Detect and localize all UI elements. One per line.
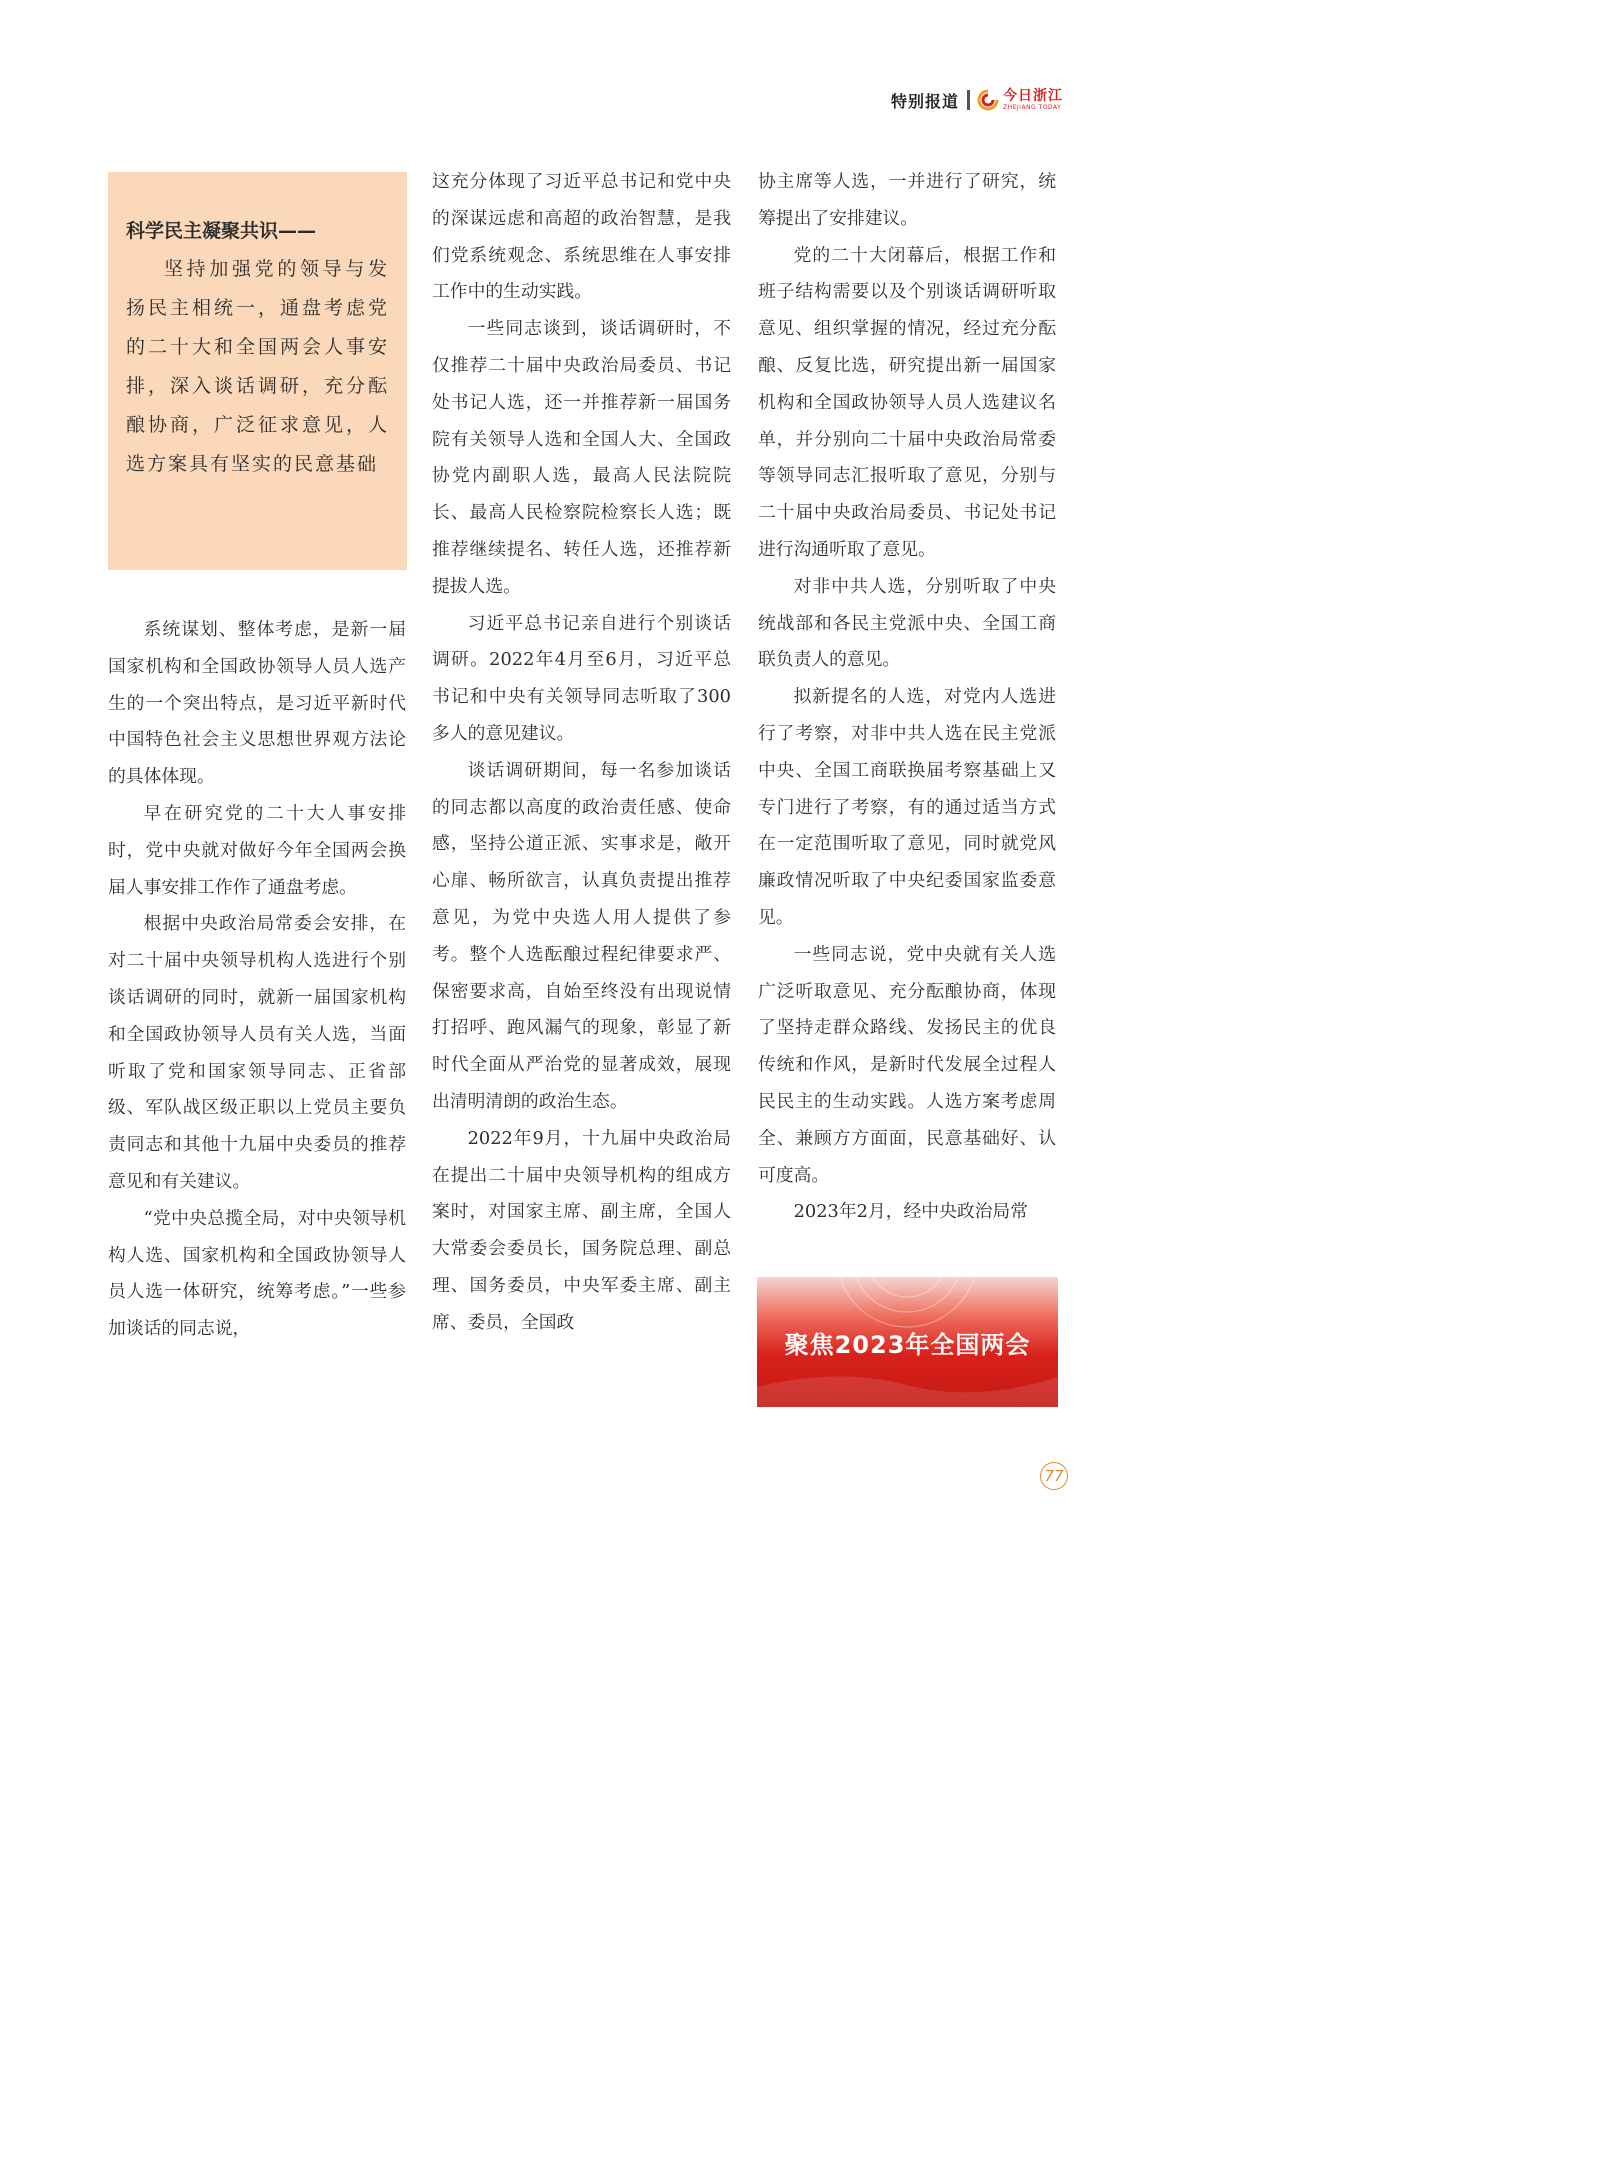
paragraph: 一些同志谈到，谈话调研时，不仅推荐二十届中央政治局委员、书记处书记人选，还一并推荐新一届国务院有关领导人选和全国人大、全国政协党内副职人选，最高人民法院院长、最高人民检察院检察长人选；既推荐继续提名、转任人选，还推荐新提拔人选。 xyxy=(432,318,731,597)
paragraph: 协主席等人选，一并进行了研究，统筹提出了安排建议。 xyxy=(758,171,1056,229)
paragraph: 2022年9月，十九届中央政治局在提出二十届中央领导机构的组成方案时，对国家主席、副主席，全国人大常委会委员长，国务院总理、副总理、国务委员，中央军委主席、副主席、委员，全国政 xyxy=(432,1127,731,1333)
pullquote-title: 科学民主凝聚共识—— xyxy=(126,220,317,242)
banner-title: 聚焦2023年全国两会 xyxy=(784,1331,1031,1359)
page-number: 77 xyxy=(1040,1462,1068,1490)
logo-swirl-icon xyxy=(977,89,999,111)
pullquote-body: 坚持加强党的领导与发扬民主相统一，通盘考虑党的二十大和全国两会人事安排，深入谈话调研，充分酝酿协商，广泛征求意见，人选方案具有坚实的民意基础 xyxy=(126,258,389,475)
header-divider xyxy=(967,90,970,110)
paragraph: 拟新提名的人选，对党内人选进行了考察，对非中共人选在民主党派中央、全国工商联换届考察基础上又专门进行了考察，有的通过适当方式在一定范围听取了意见，同时就党风廉政情况听取了中央纪委国家监委意见。 xyxy=(758,686,1056,928)
text-column-2 xyxy=(432,164,731,1342)
section-label: 特别报道 xyxy=(890,91,959,111)
paragraph: 谈话调研期间，每一名参加谈话的同志都以高度的政治责任感、使命感，坚持公道正派、实事求是，敞开心扉、畅所欲言，认真负责提出推荐意见，为党中央选人用人提供了参考。整个人选酝酿过程纪律要求严、保密要求高，自始至终没有出现说情打招呼、跑风漏气的现象，彰显了新时代全面从严治党的显著成效，展现出清明清朗的政治生态。 xyxy=(432,759,731,1112)
text-column-3 xyxy=(758,164,1056,1231)
paragraph: 一些同志说，党中央就有关人选广泛听取意见、充分酝酿协商，体现了坚持走群众路线、发扬民主的优良传统和作风，是新时代发展全过程人民民主的生动实践。人选方案考虑周全、兼顾方方面面，民意基础好、认可度高。 xyxy=(758,943,1056,1186)
paragraph: 2023年2月，经中央政治局常 xyxy=(793,1201,1028,1223)
feature-banner[interactable] xyxy=(757,1277,1058,1407)
paragraph: 习近平总书记亲自进行个别谈话调研。2022年4月至6月，习近平总书记和中央有关领导同志听取了300多人的意见建议。 xyxy=(432,612,731,744)
paragraph: 系统谋划、整体考虑，是新一届国家机构和全国政协领导人员人选产生的一个突出特点，是习近平新时代中国特色社会主义思想世界观方法论的具体体现。 xyxy=(108,619,406,788)
paragraph: 对非中共人选，分别听取了中央统战部和各民主党派中央、全国工商联负责人的意见。 xyxy=(758,575,1056,671)
paragraph: 这充分体现了习近平总书记和党中央的深谋远虑和高超的政治智慧，是我们党系统观念、系统思维在人事安排工作中的生动实践。 xyxy=(432,171,731,303)
text-column-1 xyxy=(108,612,406,1348)
paragraph: 早在研究党的二十大人事安排时，党中央就对做好今年全国两会换届人事安排工作作了通盘考虑。 xyxy=(108,802,406,898)
magazine-logo xyxy=(977,89,1063,111)
logo-text-cn: 今日浙江 xyxy=(1003,88,1063,104)
page-header xyxy=(891,84,1063,116)
pullquote-box xyxy=(108,172,407,570)
paragraph: “党中央总揽全局，对中央领导机构人选、国家机构和全国政协领导人员人选一体研究，统筹考虑。”一些参加谈话的同志说， xyxy=(108,1207,406,1340)
paragraph: 党的二十大闭幕后，根据工作和班子结构需要以及个别谈话调研听取意见、组织掌握的情况，经过充分酝酿、反复比选，研究提出新一届国家机构和全国政协领导人员人选建议名单，并分别向二十届中央政治局常委等领导同志汇报听取了意见，分别与二十届中央政治局委员、书记处书记进行沟通听取了意见。 xyxy=(758,244,1056,560)
paragraph: 根据中央政治局常委会安排，在对二十届中央领导机构人选进行个别谈话调研的同时，就新一届国家机构和全国政协领导人员有关人选，当面听取了党和国家领导同志、正省部级、军队战区级正职以上党员主要负责同志和其他十九届中央委员的推荐意见和有关建议。 xyxy=(108,913,406,1192)
logo-text-en: ZHEJIANG TODAY xyxy=(1003,104,1062,111)
